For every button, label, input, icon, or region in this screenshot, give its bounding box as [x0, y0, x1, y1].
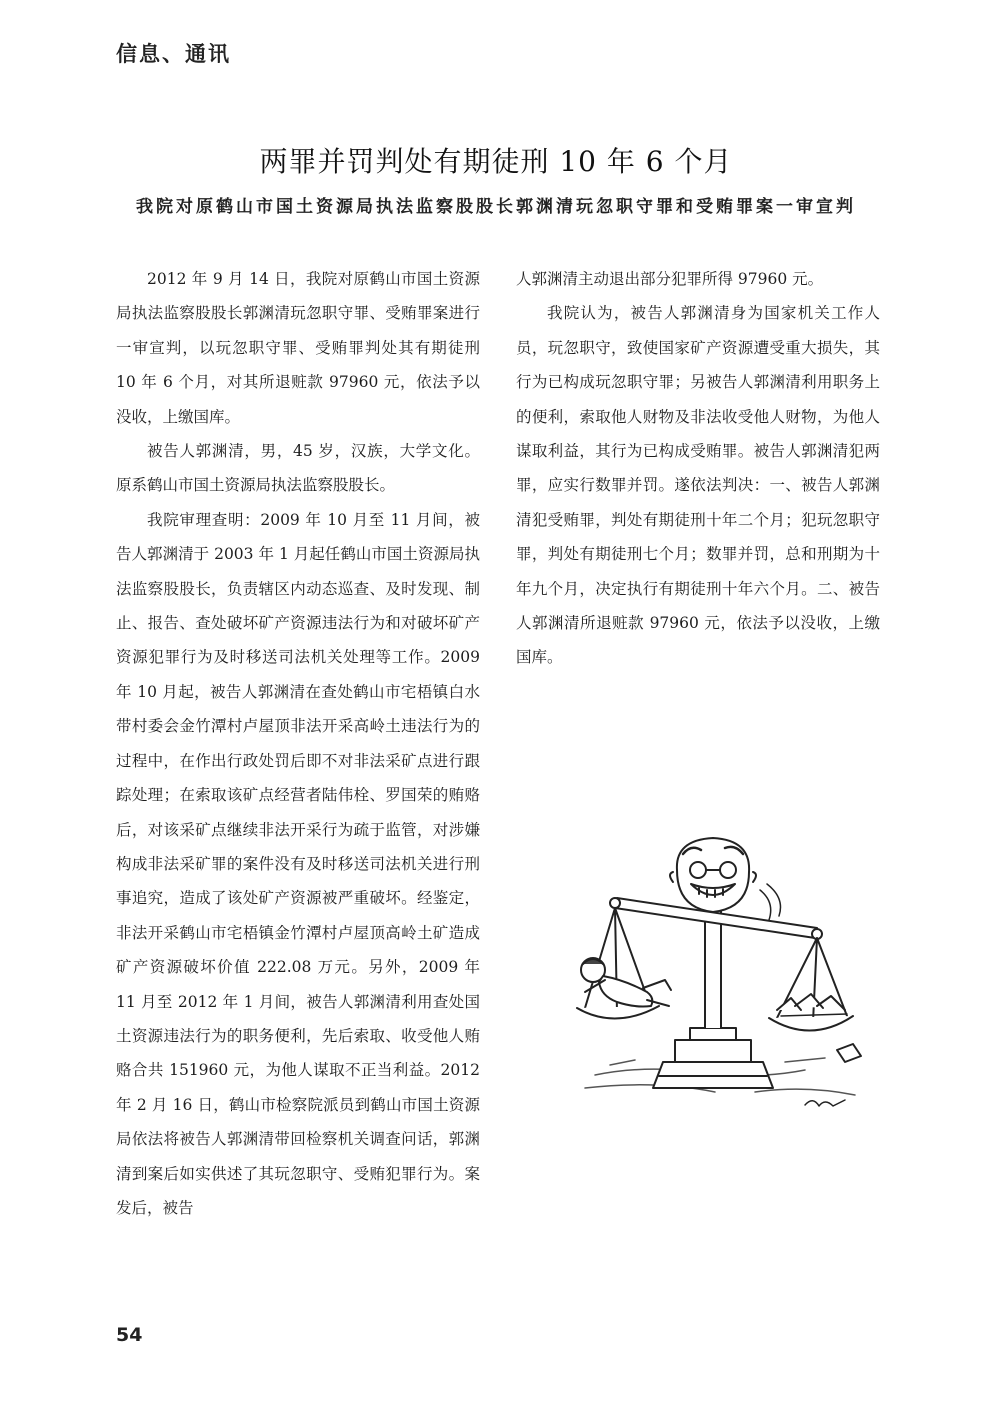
article-body-right-column — [516, 262, 880, 675]
justice-scale-cartoon — [555, 830, 885, 1120]
section-tag: 信息、通讯 — [116, 42, 231, 66]
paragraph-defendant-info: 被告人郭渊清，男，45 岁，汉族，大学文化。原系鹤山市国土资源局执法监察股股长。 — [116, 442, 480, 495]
paragraph-facts-continued: 人郭渊清主动退出部分犯罪所得 97960 元。 — [516, 270, 824, 288]
article-title: 两罪并罚判处有期徒刑 10 年 6 个月 — [259, 145, 733, 178]
article-body-left-column — [116, 262, 480, 1225]
motion-lines — [760, 884, 781, 920]
falling-figure — [581, 958, 671, 1007]
paragraph-court-ruling: 我院认为，被告人郭渊清身为国家机关工作人员，玩忽职守，致使国家矿产资源遭受重大损失，其行为已构成玩忽职守罪；另被告人郭渊清利用职务上的便利，索取他人财物及非法收受他人财物，为他人谋取利益，其行为已构成受贿罪。被告人郭渊清犯两罪，应实行数罪并罚。遂依法判决：一、被告人郭渊清犯受贿罪，判处有期徒刑十年二个月；犯玩忽职守罪，判处有期徒刑七个月；数罪并罚，总和刑期为十年九个月，决定执行有期徒刑十年六个月。二、被告人郭渊清所退赃款 97960 元，依法予以没收，上缴国库。 — [516, 304, 880, 667]
scale-pole — [705, 908, 721, 1028]
flying-bill — [837, 1044, 861, 1062]
paragraph-case-facts: 我院审理查明：2009 年 10 月至 11 月间，被告人郭渊清于 2003 年 1 月起任鹤山市国土资源局执法监察股股长，负责辖区内动态巡查、及时发现、制止、报告、查处破坏矿产资源违法行为和对破坏矿产资源犯罪行为及时移送司法机关处理等工作。2009 年 10 月起，被告人郭渊清在查处鹤山市宅梧镇白水带村委会金竹潭村卢屋顶非法开采高岭土违法行为的过程中，在作出行政处罚后即不对非法采矿点进行跟踪处理；在索取该矿点经营者陆伟栓、罗国荣的贿赂后，对该采矿点继续非法开采行为疏于监管，对涉嫌构成非法采矿罪的案件没有及时移送司法机关进行刑事追究，造成了该处矿产资源被严重破坏。经鉴定，非法开采鹤山市宅梧镇金竹潭村卢屋顶高岭土矿造成矿产资源破坏价值 222.08 万元。另外，2009 年 11 月至 2012 年 1 月间，被告人郭渊清利用查处国土资源违法行为的职务便利，先后索取、收受他人贿赂合共 151960 元，为他人谋取不正当利益。2012 年 2 月 16 日，鹤山市检察院派员到鹤山市国土资源局依法将被告人郭渊清带回检察机关调查问话，郭渊清到案后如实供述了其玩忽职守、受贿犯罪行为。案发后，被告 — [116, 510, 480, 1217]
right-pan — [769, 938, 853, 1031]
scale-base — [653, 1028, 773, 1088]
page-number: 54 — [116, 1324, 143, 1346]
paragraph-verdict-summary: 2012 年 9 月 14 日，我院对原鹤山市国土资源局执法监察股股长郭渊清玩忽职守罪、受贿罪案进行一审宣判，以玩忽职守罪、受贿罪判处其有期徒刑 10 年 6 个月，对其所退赃款 97960 元，依法予以没收，上缴国库。 — [116, 270, 480, 426]
official-head — [670, 838, 756, 912]
artist-signature — [805, 1100, 845, 1106]
beam-left-knob — [610, 898, 620, 908]
article-subtitle: 我院对原鹤山市国土资源局执法监察股股长郭渊清玩忽职守罪和受贿罪案一审宣判 — [136, 197, 856, 217]
